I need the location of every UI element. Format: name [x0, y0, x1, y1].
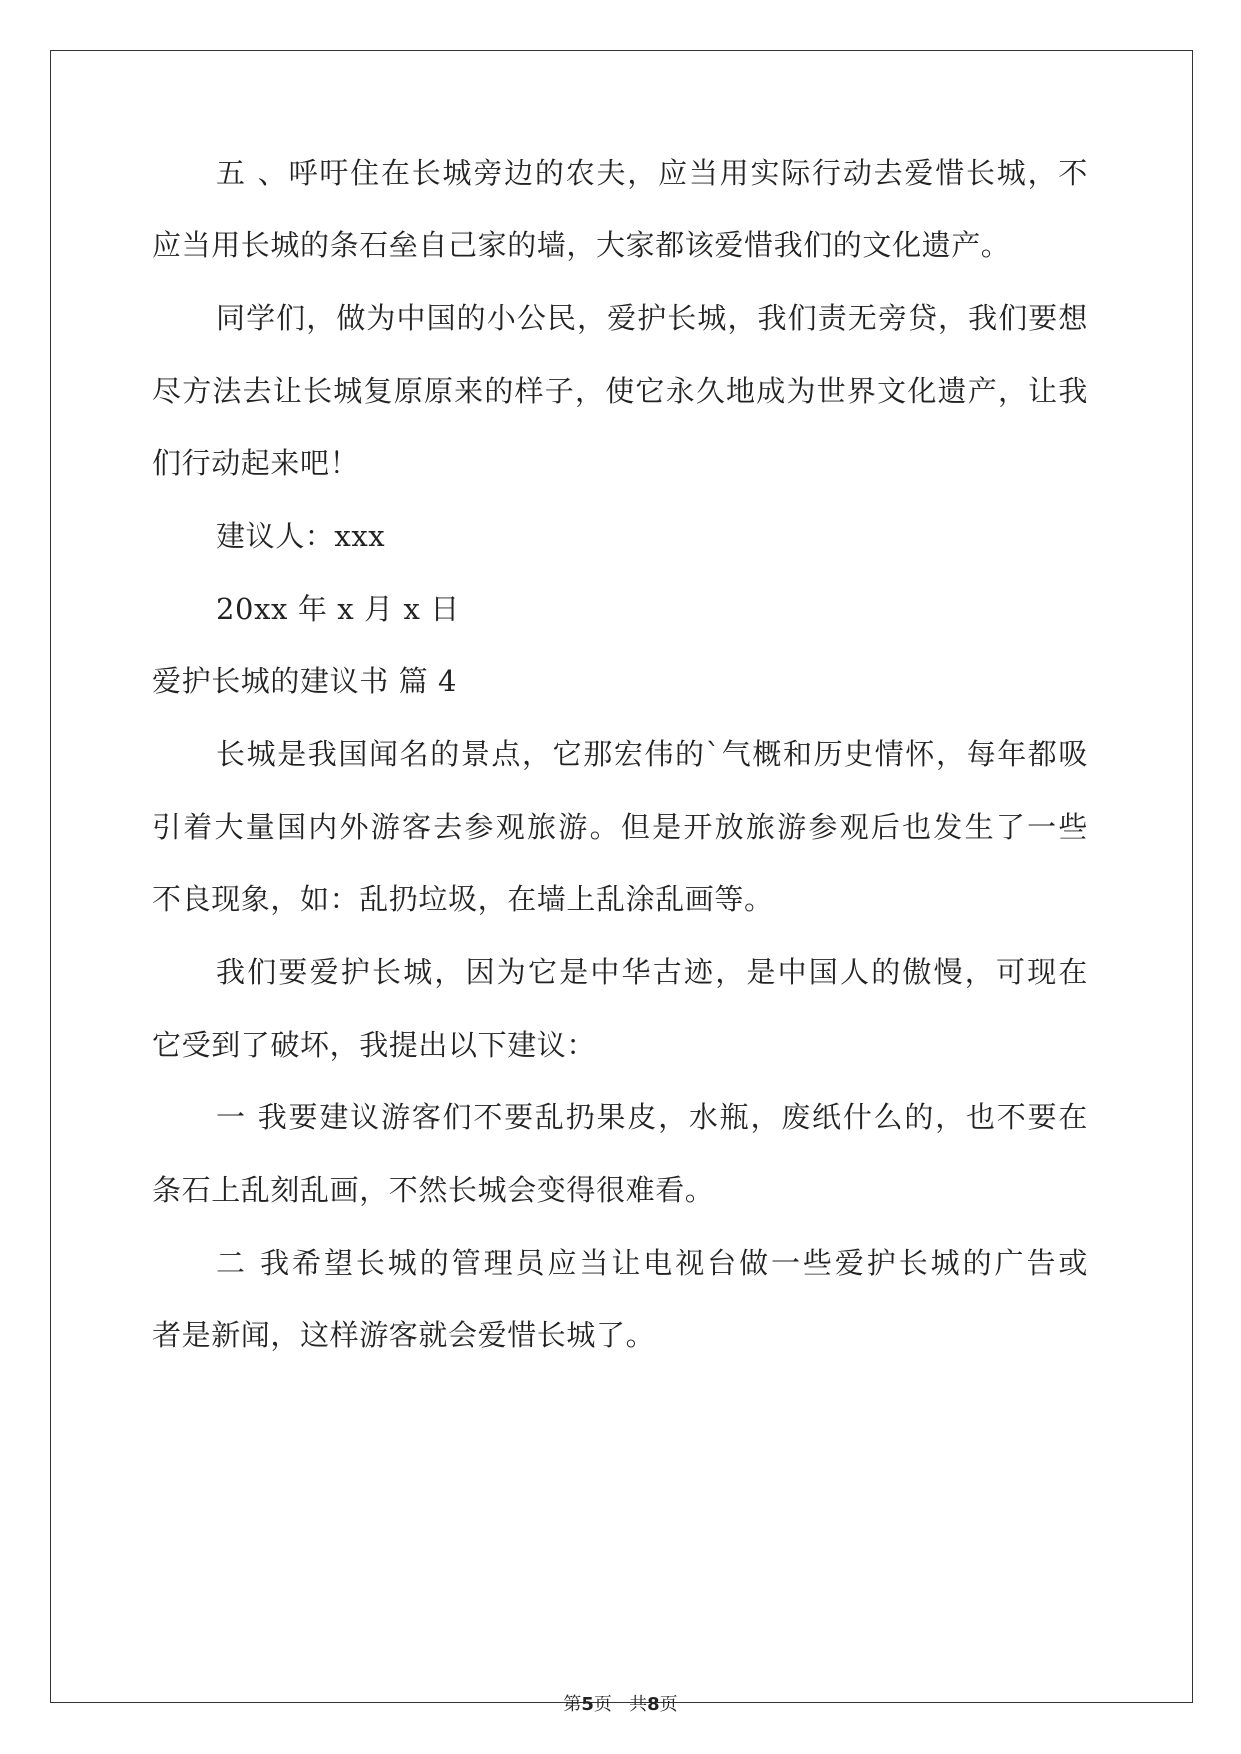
current-page-number: 5: [581, 1694, 594, 1715]
paragraph-line: 我们要爱护长城，因为它是中华古迹，是中国人的傲慢，可现在: [216, 955, 1088, 989]
paragraph-line: 者是新闻，这样游客就会爱惜长城了。: [152, 1318, 656, 1352]
paragraph-line: 它受到了破坏，我提出以下建议：: [152, 1028, 597, 1062]
paragraph-line: 应当用长城的条石垒自己家的墙，大家都该爱惜我们的文化遗产。: [152, 228, 1011, 262]
paragraph-line: 引着大量国内外游客去参观旅游。但是开放旅游参观后也发生了一些: [152, 810, 1088, 844]
section-heading: 爱护长城的建议书 篇 4: [152, 664, 458, 698]
date-line: 20xx 年 x 月 x 日: [216, 592, 460, 626]
paragraph-line: 五 、呼吁住在长城旁边的农夫，应当用实际行动去爱惜长城，不: [216, 156, 1088, 190]
paragraph-line: 尽方法去让长城复原原来的样子，使它永久地成为世界文化遗产，让我: [152, 374, 1088, 408]
footer-prefix: 第: [563, 1694, 582, 1715]
paragraph-line: 条石上乱刻乱画，不然长城会变得很难看。: [152, 1173, 715, 1207]
paragraph-line: 一 我要建议游客们不要乱扔果皮，水瓶，废纸什么的，也不要在: [216, 1100, 1088, 1134]
paragraph-line: 同学们，做为中国的小公民，爱护长城，我们责无旁贷，我们要想: [216, 301, 1088, 335]
total-pages-number: 8: [647, 1694, 660, 1715]
paragraph-line: 长城是我国闻名的景点，它那宏伟的`气概和历史情怀，每年都吸: [216, 737, 1088, 771]
page-footer: [0, 1693, 1241, 1717]
footer-mid: 页 共: [593, 1694, 648, 1715]
paragraph-line: 们行动起来吧！: [152, 446, 360, 480]
paragraph-line: 不良现象，如：乱扔垃圾，在墙上乱涂乱画等。: [152, 882, 774, 916]
paragraph-line: 二 我希望长城的管理员应当让电视台做一些爱护长城的广告或: [216, 1246, 1088, 1280]
signature-line: 建议人：xxx: [216, 519, 386, 553]
footer-suffix: 页: [659, 1694, 678, 1715]
